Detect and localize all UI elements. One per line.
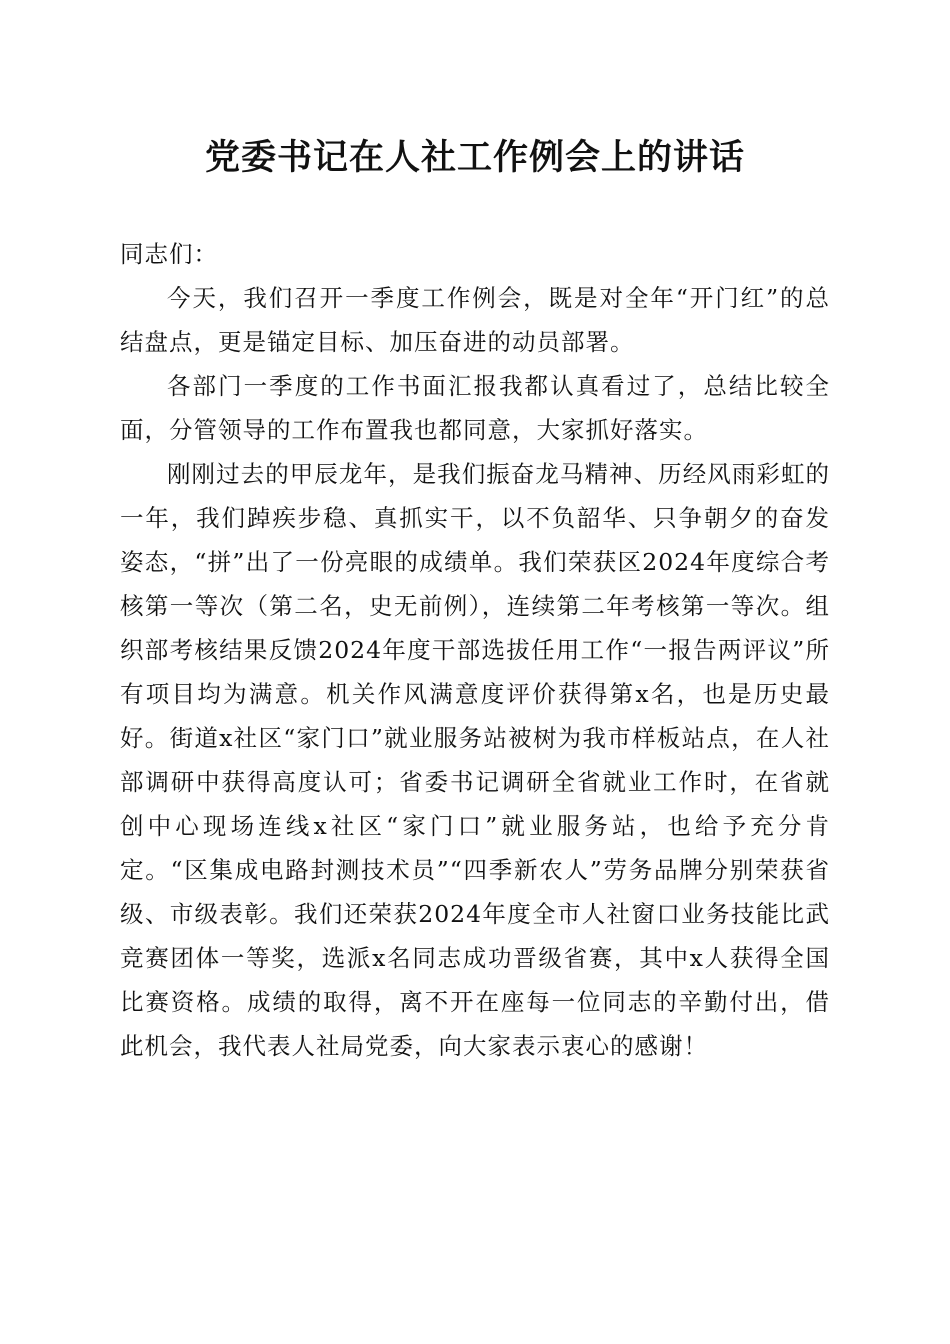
paragraph-1: 今天，我们召开一季度工作例会，既是对全年“开门红”的总结盘点，更是锚定目标、加压奋进的动员部署。 [120,284,830,356]
salutation: 同志们： [120,240,218,268]
paragraph-2: 各部门一季度的工作书面汇报我都认真看过了，总结比较全面，分管领导的工作布置我也都同意，大家抓好落实。 [120,372,830,444]
paragraph-3: 刚刚过去的甲辰龙年，是我们振奋龙马精神、历经风雨彩虹的一年，我们踔疾步稳、真抓实干，以不负韶华、只争朝夕的奋发姿态，“拼”出了一份亮眼的成绩单。我们荣获区2024年度综合考核第一等次（第二名，史无前例），连续第二年考核第一等次。组织部考核结果反馈2024年度干部选拔任用工作“一报告两评议”所有项目均为满意。机关作风满意度评价获得第x名，也是历史最好。街道x社区“家门口”就业服务站被树为我市样板站点，在人社部调研中获得高度认可；省委书记调研全省就业工作时，在省就创中心现场连线x社区“家门口”就业服务站，也给予充分肯定。“区集成电路封测技术员”“四季新农人”劳务品牌分别荣获省级、市级表彰。我们还荣获2024年度全市人社窗口业务技能比武竞赛团体一等奖，选派x名同志成功晋级省赛，其中x人获得全国比赛资格。成绩的取得，离不开在座每一位同志的辛勤付出，借此机会，我代表人社局党委，向大家表示衷心的感谢！ [120,460,830,1060]
document-body [120,232,830,1068]
document-title: 党委书记在人社工作例会上的讲话 [204,137,745,178]
